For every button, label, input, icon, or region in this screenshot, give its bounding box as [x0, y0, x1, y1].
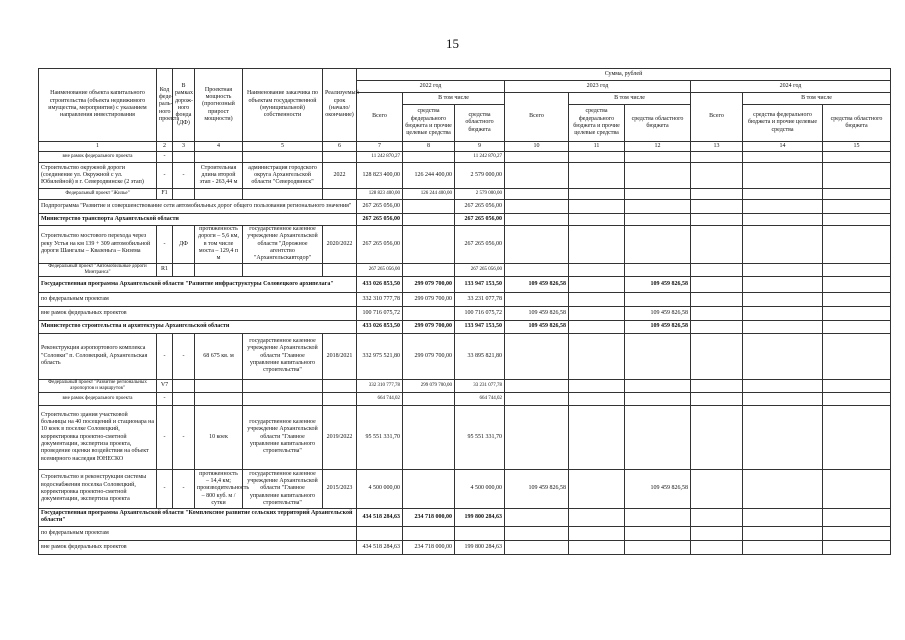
amount-c15 — [823, 405, 891, 469]
amount-c15 — [823, 214, 891, 226]
amount-c11 — [569, 189, 625, 200]
amount-c14 — [743, 276, 823, 292]
capacity — [195, 152, 243, 163]
amount-c15 — [823, 379, 891, 392]
customer: государственное казенное учреждение Архангельской области "Главное управление капитального строительства" — [243, 469, 323, 508]
amount-c10 — [505, 379, 569, 392]
object-name: Строительство мостового перехода через реку Устья на км 139 + 309 автомобильной дороги Шангалы – Квазеньга – Кизема — [39, 226, 157, 264]
amount-c10 — [505, 189, 569, 200]
road-fund: - — [173, 469, 195, 508]
amount-c15 — [823, 320, 891, 333]
amount-c12 — [625, 152, 691, 163]
project-code: V7 — [157, 379, 173, 392]
amount-c14 — [743, 540, 823, 554]
period — [323, 152, 357, 163]
amount-c15 — [823, 469, 891, 508]
amount-c13 — [691, 405, 743, 469]
amount-c9 — [455, 526, 505, 540]
amount-c10 — [505, 292, 569, 306]
amount-c10 — [505, 526, 569, 540]
amount-c9: 2 579 000,00 — [455, 189, 505, 200]
amount-c14 — [743, 320, 823, 333]
amount-c15 — [823, 152, 891, 163]
row-title: вне рамок федеральных проектов — [39, 306, 357, 320]
amount-c9: 267 265 056,00 — [455, 214, 505, 226]
col-number: 11 — [569, 142, 625, 152]
amount-c11 — [569, 200, 625, 214]
col-header-period: Реализуемый срок (начало/окончание) — [323, 69, 357, 142]
road-fund: - — [173, 405, 195, 469]
amount-c12: 109 459 826,58 — [625, 469, 691, 508]
amount-c8 — [403, 263, 455, 276]
amount-c8 — [403, 226, 455, 264]
amount-c14 — [743, 200, 823, 214]
page-number: 15 — [446, 36, 459, 51]
period — [323, 263, 357, 276]
amount-c15 — [823, 200, 891, 214]
amount-c15 — [823, 292, 891, 306]
object-name: Строительство и реконструкция системы водоснабжения поселка Соловецкий, корректировка проектно-сметной документации, экспертиза проекта — [39, 469, 157, 508]
project-code: - — [157, 152, 173, 163]
amount-c11 — [569, 263, 625, 276]
amount-c15 — [823, 263, 891, 276]
amount-c8: 126 244 400,00 — [403, 163, 455, 189]
object-name: Федеральный проект "Автомобильные дороги Минтранса" — [39, 263, 157, 276]
table-row — [39, 276, 891, 292]
amount-c7: 11 242 870,27 — [357, 152, 403, 163]
row-title: Подпрограмма "Развитие и совершенствование сети автомобильных дорог общего пользования регионального значения" — [39, 200, 357, 214]
amount-c14 — [743, 306, 823, 320]
capacity: 68 675 кв. м — [195, 333, 243, 379]
amount-c14 — [743, 379, 823, 392]
amount-c10: 109 459 826,58 — [505, 276, 569, 292]
amount-c11 — [569, 540, 625, 554]
amount-c12 — [625, 226, 691, 264]
amount-c12 — [625, 392, 691, 405]
road-fund: - — [173, 163, 195, 189]
amount-c8 — [403, 200, 455, 214]
amount-c11 — [569, 226, 625, 264]
road-fund — [173, 379, 195, 392]
amount-c10: 109 459 826,58 — [505, 469, 569, 508]
table-row — [39, 226, 891, 264]
amount-c9: 100 716 075,72 — [455, 306, 505, 320]
amount-c13 — [691, 189, 743, 200]
amount-c8: 299 079 700,00 — [403, 276, 455, 292]
object-name: Федеральный проект "Развитие региональных аэропортов и маршрутов" — [39, 379, 157, 392]
year-2023: 2023 год — [505, 81, 691, 93]
amount-c7: 95 551 331,70 — [357, 405, 403, 469]
federal-2023: средства федерального бюджета и прочие целевые средства — [569, 105, 625, 142]
amount-c9: 33 895 821,80 — [455, 333, 505, 379]
table-row — [39, 200, 891, 214]
amount-c12 — [625, 540, 691, 554]
amount-c9: 33 231 077,78 — [455, 292, 505, 306]
col-number: 1 — [39, 142, 157, 152]
customer — [243, 263, 323, 276]
period: 2020/2022 — [323, 226, 357, 264]
amount-c7: 434 518 284,63 — [357, 540, 403, 554]
amount-c9: 199 800 284,63 — [455, 540, 505, 554]
object-name: вне рамок федерального проекта — [39, 392, 157, 405]
amount-c11 — [569, 320, 625, 333]
amount-c7: 332 310 777,78 — [357, 292, 403, 306]
amount-c11 — [569, 306, 625, 320]
col-header-df: В рамках дорож-ного фонда (ДФ) — [173, 69, 195, 142]
amount-c9: 133 947 153,50 — [455, 276, 505, 292]
road-fund — [173, 263, 195, 276]
amount-c11 — [569, 276, 625, 292]
col-number: 5 — [243, 142, 323, 152]
amount-c10 — [505, 263, 569, 276]
amount-c12 — [625, 163, 691, 189]
amount-c7: 664 744,02 — [357, 392, 403, 405]
amount-c13 — [691, 200, 743, 214]
amount-c15 — [823, 508, 891, 526]
amount-c8 — [403, 469, 455, 508]
amount-c10 — [505, 540, 569, 554]
amount-c15 — [823, 306, 891, 320]
object-name: Строительство здания участковой больницы на 40 посещений и стационара на 10 коек в поселке Соловецкий, корректировка проектно-сметной документации, экспертиза проекта, проведение оценки воздействия на объект всемирного наследия ЮНЕСКО — [39, 405, 157, 469]
amount-c14 — [743, 163, 823, 189]
table-row — [39, 469, 891, 508]
amount-c7: 267 265 056,00 — [357, 214, 403, 226]
row-title: вне рамок федеральных проектов — [39, 540, 357, 554]
amount-c9: 4 500 000,00 — [455, 469, 505, 508]
amount-c15 — [823, 526, 891, 540]
amount-c11 — [569, 405, 625, 469]
amount-c13 — [691, 320, 743, 333]
project-code: R1 — [157, 263, 173, 276]
amount-c13 — [691, 392, 743, 405]
object-name: Реконструкция аэропортового комплекса "Соловки" п. Соловецкий, Архангельская область — [39, 333, 157, 379]
amount-c14 — [743, 333, 823, 379]
object-name: вне рамок федерального проекта — [39, 152, 157, 163]
amount-c12 — [625, 263, 691, 276]
col-number: 14 — [743, 142, 823, 152]
year-2022: 2022 год — [357, 81, 505, 93]
amount-c12: 109 459 826,58 — [625, 306, 691, 320]
year-2024: 2024 год — [691, 81, 891, 93]
amount-c15 — [823, 276, 891, 292]
amount-c14 — [743, 392, 823, 405]
amount-c10 — [505, 152, 569, 163]
capacity — [195, 379, 243, 392]
amount-c8: 299 079 700,00 — [403, 333, 455, 379]
col-number: 15 — [823, 142, 891, 152]
amount-c7: 128 823 400,00 — [357, 189, 403, 200]
amount-c7: 433 026 853,50 — [357, 276, 403, 292]
amount-c10 — [505, 226, 569, 264]
customer — [243, 379, 323, 392]
table-row — [39, 292, 891, 306]
col-number: 3 — [173, 142, 195, 152]
amount-c11 — [569, 163, 625, 189]
total-2022: Всего — [357, 93, 403, 142]
amount-c7: 434 518 284,63 — [357, 508, 403, 526]
amount-c13 — [691, 508, 743, 526]
amount-c11 — [569, 469, 625, 508]
amount-c10: 109 459 826,58 — [505, 306, 569, 320]
amount-c12 — [625, 379, 691, 392]
total-2024: Всего — [691, 93, 743, 142]
amount-c12 — [625, 292, 691, 306]
customer: администрация городского округа Архангельской области "Северодвинск" — [243, 163, 323, 189]
amount-c11 — [569, 333, 625, 379]
amount-c8: 234 718 000,00 — [403, 540, 455, 554]
amount-c7: 332 310 777,78 — [357, 379, 403, 392]
col-number: 6 — [323, 142, 357, 152]
amount-c11 — [569, 379, 625, 392]
capacity — [195, 189, 243, 200]
amount-c11 — [569, 392, 625, 405]
including-2023: В том числе — [569, 93, 691, 105]
table-row — [39, 189, 891, 200]
amount-c13 — [691, 333, 743, 379]
col-number: 12 — [625, 142, 691, 152]
amount-c14 — [743, 263, 823, 276]
amount-c9: 664 744,02 — [455, 392, 505, 405]
amount-c13 — [691, 469, 743, 508]
table-row — [39, 320, 891, 333]
amount-c15 — [823, 226, 891, 264]
col-number: 4 — [195, 142, 243, 152]
amount-c10 — [505, 333, 569, 379]
amount-c9: 2 579 000,00 — [455, 163, 505, 189]
amount-c10 — [505, 508, 569, 526]
amount-c15 — [823, 333, 891, 379]
amount-c15 — [823, 189, 891, 200]
row-title: Государственная программа Архангельской области "Комплексное развитие сельских территорий Архангельской области" — [39, 508, 357, 526]
amount-c11 — [569, 292, 625, 306]
amount-c10: 109 459 826,58 — [505, 320, 569, 333]
amount-c8: 126 244 400,00 — [403, 189, 455, 200]
amount-c9: 267 265 056,00 — [455, 263, 505, 276]
amount-c12 — [625, 508, 691, 526]
amount-c7 — [357, 526, 403, 540]
table-row — [39, 392, 891, 405]
table-row — [39, 540, 891, 554]
col-number: 7 — [357, 142, 403, 152]
federal-2024: средства федерального бюджета и прочие целевые средства — [743, 105, 823, 142]
amount-c8: 299 079 700,00 — [403, 379, 455, 392]
period: 2019/2022 — [323, 405, 357, 469]
object-name: Строительство окружной дороги (соединение ул. Окружной с ул. Юбилейной) в г. Северодвинске (2 этап) — [39, 163, 157, 189]
amount-c12 — [625, 200, 691, 214]
regional-2023: средства областного бюджета — [625, 105, 691, 142]
amount-c8 — [403, 214, 455, 226]
amount-c7: 100 716 075,72 — [357, 306, 403, 320]
amount-c7: 267 265 056,00 — [357, 263, 403, 276]
amount-c13 — [691, 306, 743, 320]
amount-c7: 433 026 853,50 — [357, 320, 403, 333]
amount-c8 — [403, 526, 455, 540]
federal-2022: средства федерального бюджета и прочие целевые средства — [403, 105, 455, 142]
col-header-code: Код феде-раль-ного проекта — [157, 69, 173, 142]
project-code: - — [157, 405, 173, 469]
amount-c11 — [569, 526, 625, 540]
amount-c14 — [743, 226, 823, 264]
amount-c7: 267 265 056,00 — [357, 200, 403, 214]
amount-c13 — [691, 226, 743, 264]
table-row — [39, 379, 891, 392]
amount-c13 — [691, 292, 743, 306]
amount-c13 — [691, 540, 743, 554]
amount-c9: 133 947 153,50 — [455, 320, 505, 333]
amount-c14 — [743, 526, 823, 540]
amount-c14 — [743, 152, 823, 163]
amount-c14 — [743, 292, 823, 306]
road-fund: ДФ — [173, 226, 195, 264]
amount-c8 — [403, 306, 455, 320]
amount-c11 — [569, 152, 625, 163]
project-code: - — [157, 226, 173, 264]
amount-c14 — [743, 508, 823, 526]
road-fund — [173, 392, 195, 405]
amount-c7: 4 500 000,00 — [357, 469, 403, 508]
amount-c14 — [743, 405, 823, 469]
amount-c8: 299 079 700,00 — [403, 320, 455, 333]
table-row — [39, 263, 891, 276]
table-row — [39, 508, 891, 526]
amount-c9: 267 265 056,00 — [455, 200, 505, 214]
capacity — [195, 392, 243, 405]
row-title: по федеральным проектам — [39, 292, 357, 306]
amount-c7: 267 265 056,00 — [357, 226, 403, 264]
customer: государственное казенное учреждение Архангельской области "Главное управление капитального строительства" — [243, 405, 323, 469]
amount-c10 — [505, 392, 569, 405]
customer — [243, 189, 323, 200]
table-row — [39, 306, 891, 320]
col-number: 10 — [505, 142, 569, 152]
row-title: по федеральным проектам — [39, 526, 357, 540]
row-title: Министерство строительства и архитектуры Архангельской области — [39, 320, 357, 333]
amount-c12 — [625, 526, 691, 540]
amount-c10 — [505, 214, 569, 226]
period: 2018/2021 — [323, 333, 357, 379]
col-header-object: Наименование объекта капитального строительства (объекта недвижимого имущества, мероприятия) с указанием направления инвестирования — [39, 69, 157, 142]
row-title: Министерство транспорта Архангельской области — [39, 214, 357, 226]
amount-c9: 95 551 331,70 — [455, 405, 505, 469]
amount-c12 — [625, 333, 691, 379]
amount-c14 — [743, 214, 823, 226]
project-code: - — [157, 163, 173, 189]
regional-2024: средства областного бюджета — [823, 105, 891, 142]
col-number: 8 — [403, 142, 455, 152]
amount-c13 — [691, 214, 743, 226]
amount-c12 — [625, 189, 691, 200]
project-code: - — [157, 392, 173, 405]
amount-c14 — [743, 469, 823, 508]
road-fund — [173, 152, 195, 163]
amount-c15 — [823, 163, 891, 189]
capacity: 10 коек — [195, 405, 243, 469]
customer — [243, 392, 323, 405]
road-fund: - — [173, 333, 195, 379]
amount-c7: 128 823 400,00 — [357, 163, 403, 189]
capacity — [195, 263, 243, 276]
regional-2022: средства областного бюджета — [455, 105, 505, 142]
total-2023: Всего — [505, 93, 569, 142]
project-code: - — [157, 469, 173, 508]
customer: государственное казенное учреждение Архангельской области "Дорожное агентство "Архангельскавтодор" — [243, 226, 323, 264]
amount-c7: 332 975 521,80 — [357, 333, 403, 379]
amount-c13 — [691, 163, 743, 189]
amount-c12 — [625, 214, 691, 226]
amount-c10 — [505, 405, 569, 469]
period: 2015/2023 — [323, 469, 357, 508]
customer — [243, 152, 323, 163]
amount-c14 — [743, 189, 823, 200]
table-row — [39, 405, 891, 469]
amount-c9: 199 800 284,63 — [455, 508, 505, 526]
amount-c13 — [691, 263, 743, 276]
capacity: протяженность – 14,4 км; производительность – 800 куб. м / сутки — [195, 469, 243, 508]
including-2022: В том числе — [403, 93, 505, 105]
amount-c9: 33 231 077,78 — [455, 379, 505, 392]
amount-c8: 299 079 700,00 — [403, 292, 455, 306]
project-code: F1 — [157, 189, 173, 200]
period: 2022 — [323, 163, 357, 189]
table-row — [39, 152, 891, 163]
amount-c8 — [403, 152, 455, 163]
including-2024: В том числе — [743, 93, 891, 105]
amount-c13 — [691, 526, 743, 540]
table-row — [39, 163, 891, 189]
amount-c9: 11 242 870,27 — [455, 152, 505, 163]
row-title: Государственная программа Архангельской области "Развитие инфраструктуры Соловецкого архипелага" — [39, 276, 357, 292]
amount-c15 — [823, 392, 891, 405]
amount-c12 — [625, 405, 691, 469]
table-row — [39, 526, 891, 540]
col-header-sum: Сумма, рублей — [357, 69, 891, 81]
amount-c10 — [505, 200, 569, 214]
col-header-capacity: Проектная мощность (прогнозный прирост мощности) — [195, 69, 243, 142]
amount-c8 — [403, 392, 455, 405]
amount-c11 — [569, 214, 625, 226]
amount-c11 — [569, 508, 625, 526]
table-row — [39, 333, 891, 379]
col-number: 13 — [691, 142, 743, 152]
amount-c8: 234 718 000,00 — [403, 508, 455, 526]
amount-c13 — [691, 152, 743, 163]
amount-c8 — [403, 405, 455, 469]
col-number: 2 — [157, 142, 173, 152]
capacity: Строительная длина второй этап - 263,44 м — [195, 163, 243, 189]
amount-c13 — [691, 276, 743, 292]
period — [323, 189, 357, 200]
project-code: - — [157, 333, 173, 379]
period — [323, 379, 357, 392]
amount-c12: 109 459 826,58 — [625, 320, 691, 333]
table-body — [39, 152, 891, 555]
investment-table — [38, 68, 891, 555]
amount-c13 — [691, 379, 743, 392]
amount-c12: 109 459 826,58 — [625, 276, 691, 292]
col-header-customer: Наименование заказчика по объектам государственной (муниципальной) собственности — [243, 69, 323, 142]
amount-c10 — [505, 163, 569, 189]
amount-c9: 267 265 056,00 — [455, 226, 505, 264]
period — [323, 392, 357, 405]
col-number: 9 — [455, 142, 505, 152]
capacity: протяженность дороги – 5,6 км, в том числе моста – 129,4 п м — [195, 226, 243, 264]
object-name: Федеральный проект "Жилье" — [39, 189, 157, 200]
customer: государственное казенное учреждение Архангельской области "Главное управление капитального строительства" — [243, 333, 323, 379]
road-fund — [173, 189, 195, 200]
amount-c15 — [823, 540, 891, 554]
table-row — [39, 214, 891, 226]
